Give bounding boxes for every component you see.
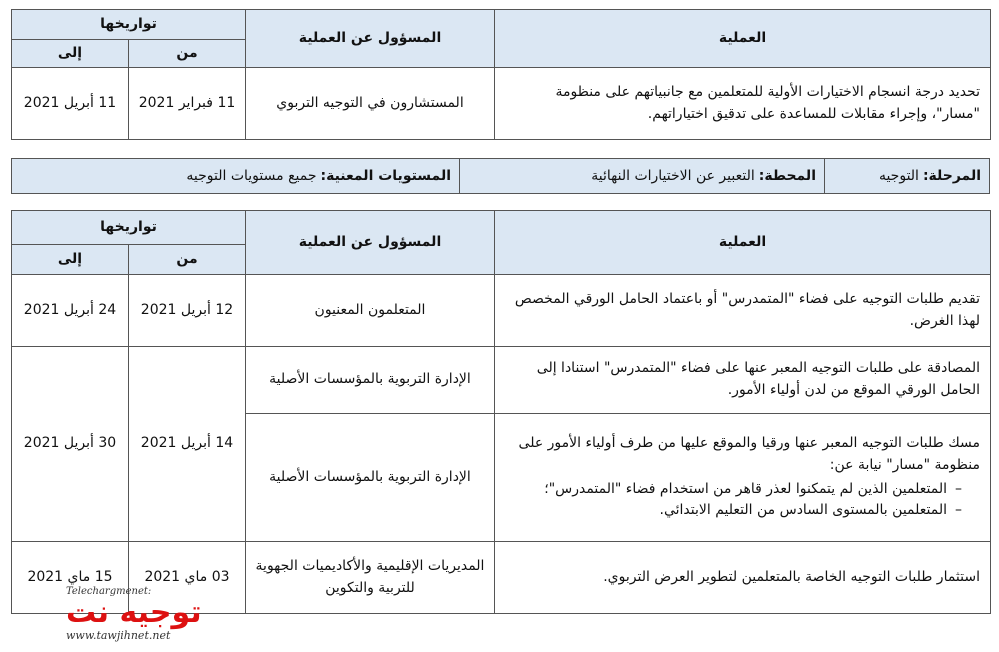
responsible-cell: الإدارة التربوية بالمؤسسات الأصلية: [246, 347, 495, 414]
bullet-item: – المتعلمين بالمستوى السادس من التعليم الابتدائي.: [505, 500, 962, 522]
header-from: من: [129, 40, 246, 68]
header-dates: تواريخها: [12, 211, 246, 245]
header-operation: العملية: [495, 10, 991, 68]
to-date-cell: 11 أبريل 2021: [12, 68, 129, 140]
watermark-caption: Telechargmenet:: [66, 586, 152, 597]
from-date-cell: 03 ماي 2021: [129, 542, 246, 614]
operation-cell: المصادقة على طلبات التوجيه المعبر عنها على فضاء "المتمدرس" استنادا إلى الحامل الورقي الموقع من لدن أولياء الأمور.: [495, 347, 991, 414]
header-to: إلى: [12, 245, 129, 275]
operation-cell: تقديم طلبات التوجيه على فضاء "المتمدرس" أو باعتماد الحامل الورقي المخصص لهذا الغرض.: [495, 275, 991, 347]
from-date-cell: 11 فبراير 2021: [129, 68, 246, 140]
watermark-logo: توجيه نت: [66, 595, 202, 630]
responsible-cell: المديريات الإقليمية والأكاديميات الجهوية للتربية والتكوين: [246, 542, 495, 614]
from-date-cell: 12 أبريل 2021: [129, 275, 246, 347]
table-2: [11, 210, 991, 614]
bullet-list: [505, 479, 962, 522]
table-1: [11, 9, 991, 140]
to-date-cell: 15 ماي 2021: [12, 542, 129, 614]
header-responsible: المسؤول عن العملية: [246, 211, 495, 275]
operation-cell: تحديد درجة انسجام الاختيارات الأولية للمتعلمين مع جانبياتهم على منظومة "مسار"، وإجراء مقابلات للمساعدة على تدقيق اختياراتهم.: [495, 68, 991, 140]
responsible-cell: المتعلمون المعنيون: [246, 275, 495, 347]
watermark-url: www.tawjihnet.net: [66, 629, 171, 642]
station-label: المحطة:: [758, 168, 816, 184]
info-bar: [11, 158, 990, 194]
station-value: التعبير عن الاختيارات النهائية: [591, 168, 755, 184]
levels-field: [12, 159, 459, 193]
to-date-cell: 30 أبريل 2021: [12, 347, 129, 542]
table-row: [12, 347, 991, 414]
from-date-cell: 14 أبريل 2021: [129, 347, 246, 542]
operation-cell: استثمار طلبات التوجيه الخاصة بالمتعلمين لتطوير العرض التربوي.: [495, 542, 991, 614]
phase-value: التوجيه: [878, 168, 919, 184]
operation-cell: [495, 414, 991, 542]
table-row: [12, 275, 991, 347]
responsible-cell: الإدارة التربوية بالمؤسسات الأصلية: [246, 414, 495, 542]
station-field: [459, 159, 824, 193]
levels-label: المستويات المعنية:: [320, 168, 451, 184]
watermark: [66, 586, 206, 642]
levels-value: جميع مستويات التوجيه: [186, 168, 317, 184]
bullet-item: – المتعلمين الذين لم يتمكنوا لعذر قاهر من استخدام فضاء "المتمدرس"؛: [505, 479, 962, 501]
header-responsible: المسؤول عن العملية: [246, 10, 495, 68]
table-row: [12, 68, 991, 140]
header-to: إلى: [12, 40, 129, 68]
responsible-cell: المستشارون في التوجيه التربوي: [246, 68, 495, 140]
to-date-cell: 24 أبريل 2021: [12, 275, 129, 347]
phase-field: [824, 159, 989, 193]
operation-text: مسك طلبات التوجيه المعبر عنها ورقيا والموقع عليها من طرف أولياء الأمور على منظومة "مسار" نيابة عن:: [518, 435, 980, 473]
phase-label: المرحلة:: [922, 168, 981, 184]
header-from: من: [129, 245, 246, 275]
header-dates: تواريخها: [12, 10, 246, 40]
header-operation: العملية: [495, 211, 991, 275]
